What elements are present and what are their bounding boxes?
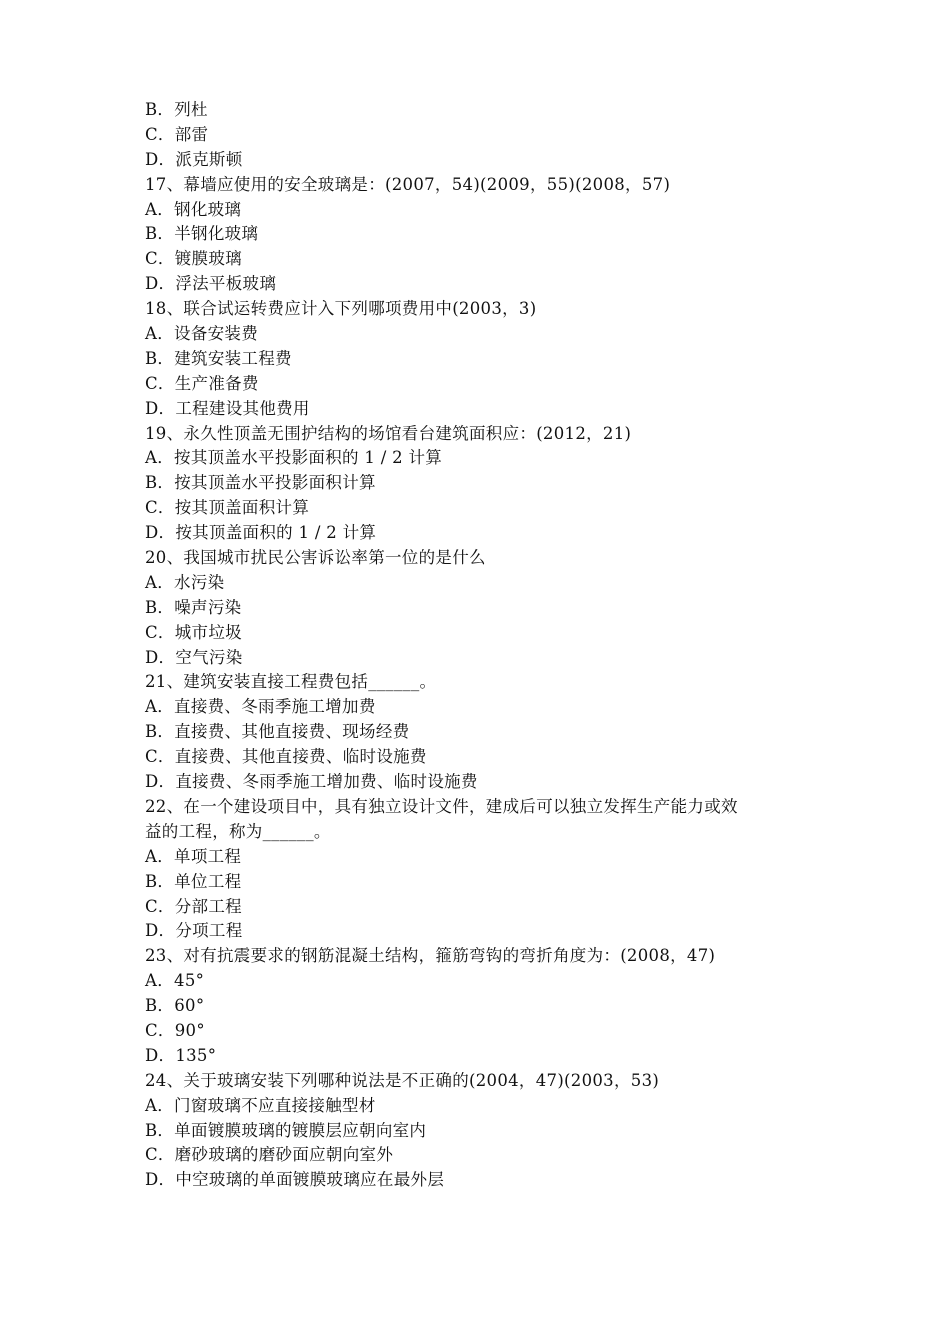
question-17: 17、幕墙应使用的安全玻璃是：(2007，54)(2009，55)(2008，57): [145, 174, 671, 194]
question-18: 18、联合试运转费应计入下列哪项费用中(2003，3): [145, 299, 537, 319]
q20-option-c: C．城市垃圾: [145, 622, 242, 642]
q23-option-b: B．60°: [145, 996, 205, 1016]
question-22: 22、在一个建设项目中，具有独立设计文件，建成后可以独立发挥生产能力或效: [145, 796, 738, 816]
q19-option-b: B．按其顶盖水平投影面积计算: [145, 473, 376, 493]
q24-option-c: C．磨砂玻璃的磨砂面应朝向室外: [145, 1145, 394, 1165]
q21-option-c: C．直接费、其他直接费、临时设施费: [145, 747, 427, 767]
q23-option-c: C．90°: [145, 1020, 205, 1040]
q21-option-b: B．直接费、其他直接费、现场经费: [145, 722, 410, 742]
q19-option-a: A．按其顶盖水平投影面积的 1 / 2 计算: [145, 448, 443, 468]
q24-option-b: B．单面镀膜玻璃的镀膜层应朝向室内: [145, 1120, 427, 1140]
question-23: 23、对有抗震要求的钢筋混凝土结构，箍筋弯钩的弯折角度为：(2008，47): [145, 946, 716, 966]
q22-option-c: C．分部工程: [145, 896, 242, 916]
q20-option-a: A．水污染: [145, 572, 225, 592]
q24-option-a: A．门窗玻璃不应直接接触型材: [145, 1095, 376, 1115]
question-20: 20、我国城市扰民公害诉讼率第一位的是什么: [145, 548, 486, 568]
q19-option-d: D．按其顶盖面积的 1 / 2 计算: [145, 523, 377, 543]
question-22-continued: 益的工程，称为______。: [145, 821, 331, 841]
q18-option-d: D．工程建设其他费用: [145, 398, 310, 418]
q18-option-a: A．设备安装费: [145, 324, 259, 344]
q23-option-a: A．45°: [145, 971, 205, 991]
question-24: 24、关于玻璃安装下列哪种说法是不正确的(2004，47)(2003，53): [145, 1070, 660, 1090]
document-body: [145, 98, 825, 1193]
q21-option-d: D．直接费、冬雨季施工增加费、临时设施费: [145, 772, 478, 792]
q24-option-d: D．中空玻璃的单面镀膜玻璃应在最外层: [145, 1170, 445, 1190]
option-b-line: B．列杜: [145, 100, 208, 119]
q17-option-a: A．钢化玻璃: [145, 199, 242, 219]
option-c-line: C．部雷: [145, 124, 209, 144]
q22-option-a: A．单项工程: [145, 846, 242, 866]
q21-option-a: A．直接费、冬雨季施工增加费: [145, 697, 376, 717]
q22-option-d: D．分项工程: [145, 921, 243, 941]
q22-option-b: B．单位工程: [145, 871, 242, 891]
q18-option-b: B．建筑安装工程费: [145, 348, 292, 368]
question-21: 21、建筑安装直接工程费包括______。: [145, 672, 437, 692]
question-19: 19、永久性顶盖无围护结构的场馆看台建筑面积应：(2012，21): [145, 423, 632, 443]
q18-option-c: C．生产准备费: [145, 373, 259, 393]
q17-option-c: C．镀膜玻璃: [145, 249, 242, 269]
q20-option-b: B．噪声污染: [145, 597, 242, 617]
q20-option-d: D．空气污染: [145, 647, 243, 667]
option-d-line: D．派克斯顿: [145, 149, 243, 169]
q23-option-d: D．135°: [145, 1045, 217, 1065]
q17-option-b: B．半钢化玻璃: [145, 224, 259, 244]
q19-option-c: C．按其顶盖面积计算: [145, 498, 310, 518]
q17-option-d: D．浮法平板玻璃: [145, 274, 277, 294]
